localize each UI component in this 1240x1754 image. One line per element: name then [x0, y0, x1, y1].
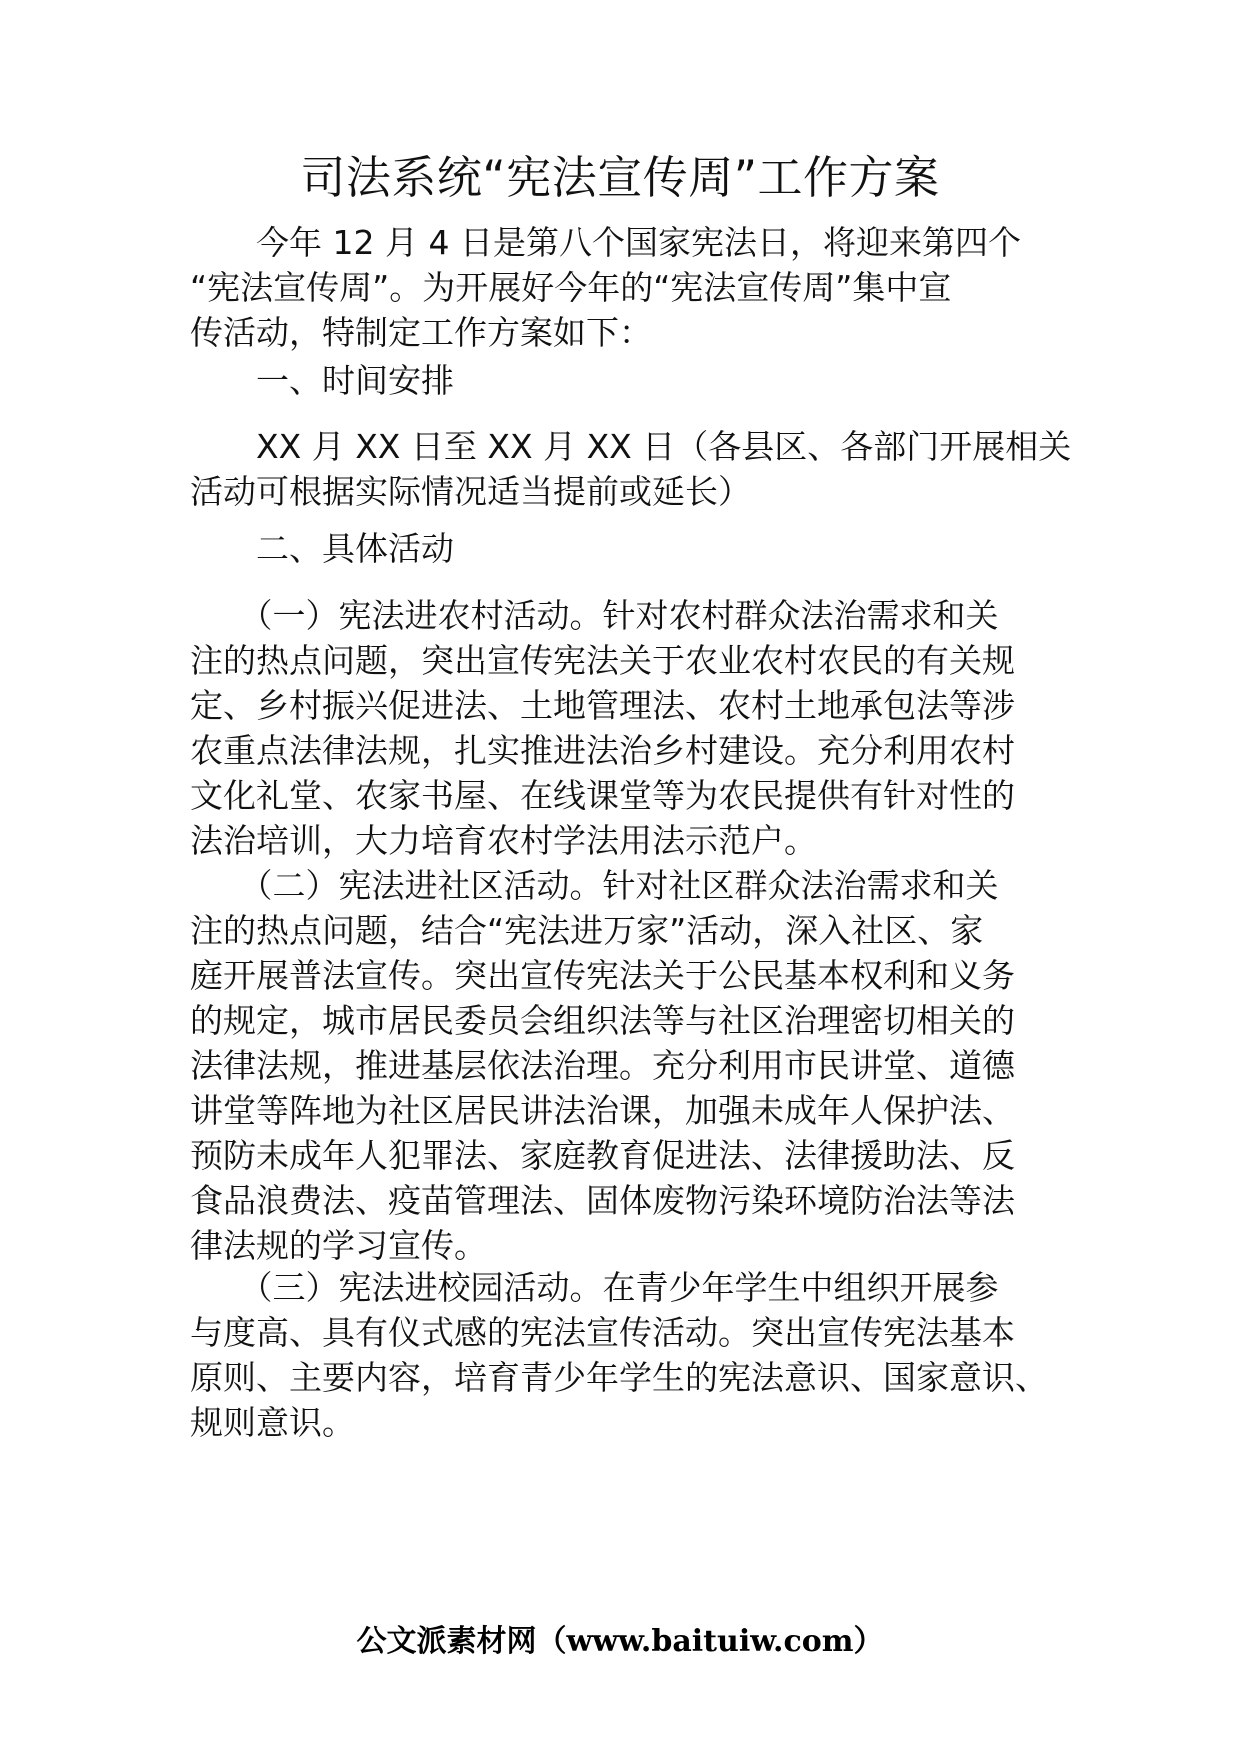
footer-watermark-text: 公文派素材网（www.baituiw.com） — [356, 1624, 884, 1659]
activity-line: 注的热点问题，突出宣传宪法关于农业农村农民的有关规 — [190, 641, 1015, 680]
intro-line: 今年 12 月 4 日是第八个国家宪法日，将迎来第四个 — [190, 223, 1021, 262]
intro-line: 传活动，特制定工作方案如下： — [190, 313, 652, 352]
schedule-paragraph — [190, 424, 1072, 514]
activity-line: （二）宪法进社区活动。针对社区群众法治需求和关 — [190, 866, 999, 905]
activity-line: （一）宪法进农村活动。针对农村群众法治需求和关 — [190, 596, 999, 635]
section-heading-schedule — [190, 358, 1060, 403]
activity-line: 原则、主要内容，培育青少年学生的宪法意识、国家意识、 — [190, 1358, 1048, 1397]
section-heading-text: 二、具体活动 — [190, 529, 454, 568]
activity-line: 预防未成年人犯罪法、家庭教育促进法、法律援助法、反 — [190, 1136, 1015, 1175]
activity-community-paragraph — [190, 863, 1060, 1268]
schedule-line: 活动可根据实际情况适当提前或延长） — [190, 472, 751, 511]
activity-line: 律法规的学习宣传。 — [190, 1226, 487, 1265]
activity-line: 规则意识。 — [190, 1403, 355, 1442]
activity-line: 法治培训，大力培育农村学法用法示范户。 — [190, 821, 817, 860]
activity-rural-paragraph — [190, 593, 1060, 863]
activity-line: 的规定，城市居民委员会组织法等与社区治理密切相关的 — [190, 1001, 1015, 1040]
activity-line: 文化礼堂、农家书屋、在线课堂等为农民提供有针对性的 — [190, 776, 1015, 815]
section-heading-text: 一、时间安排 — [190, 361, 454, 400]
schedule-line: XX 月 XX 日至 XX 月 XX 日（各县区、各部门开展相关 — [190, 427, 1072, 466]
activity-line: （三）宪法进校园活动。在青少年学生中组织开展参 — [190, 1268, 999, 1307]
activity-line: 注的热点问题，结合“宪法进万家”活动，深入社区、家 — [190, 911, 984, 950]
intro-line: “宪法宣传周”。为开展好今年的“宪法宣传周”集中宣 — [190, 268, 952, 307]
activity-campus-paragraph — [190, 1265, 1060, 1445]
activity-line: 农重点法律法规，扎实推进法治乡村建设。充分利用农村 — [190, 731, 1015, 770]
intro-paragraph — [190, 220, 1060, 355]
activity-line: 定、乡村振兴促进法、土地管理法、农村土地承包法等涉 — [190, 686, 1015, 725]
activity-line: 食品浪费法、疫苗管理法、固体废物污染环境防治法等法 — [190, 1181, 1015, 1220]
activity-line: 庭开展普法宣传。突出宣传宪法关于公民基本权利和义务 — [190, 956, 1015, 995]
section-heading-activities — [190, 526, 1060, 571]
document-title: 司法系统“宪法宣传周”工作方案 — [300, 151, 940, 204]
activity-line: 与度高、具有仪式感的宪法宣传活动。突出宣传宪法基本 — [190, 1313, 1015, 1352]
activity-line: 法律法规，推进基层依法治理。充分利用市民讲堂、道德 — [190, 1046, 1015, 1085]
activity-line: 讲堂等阵地为社区居民讲法治课，加强未成年人保护法、 — [190, 1091, 1015, 1130]
